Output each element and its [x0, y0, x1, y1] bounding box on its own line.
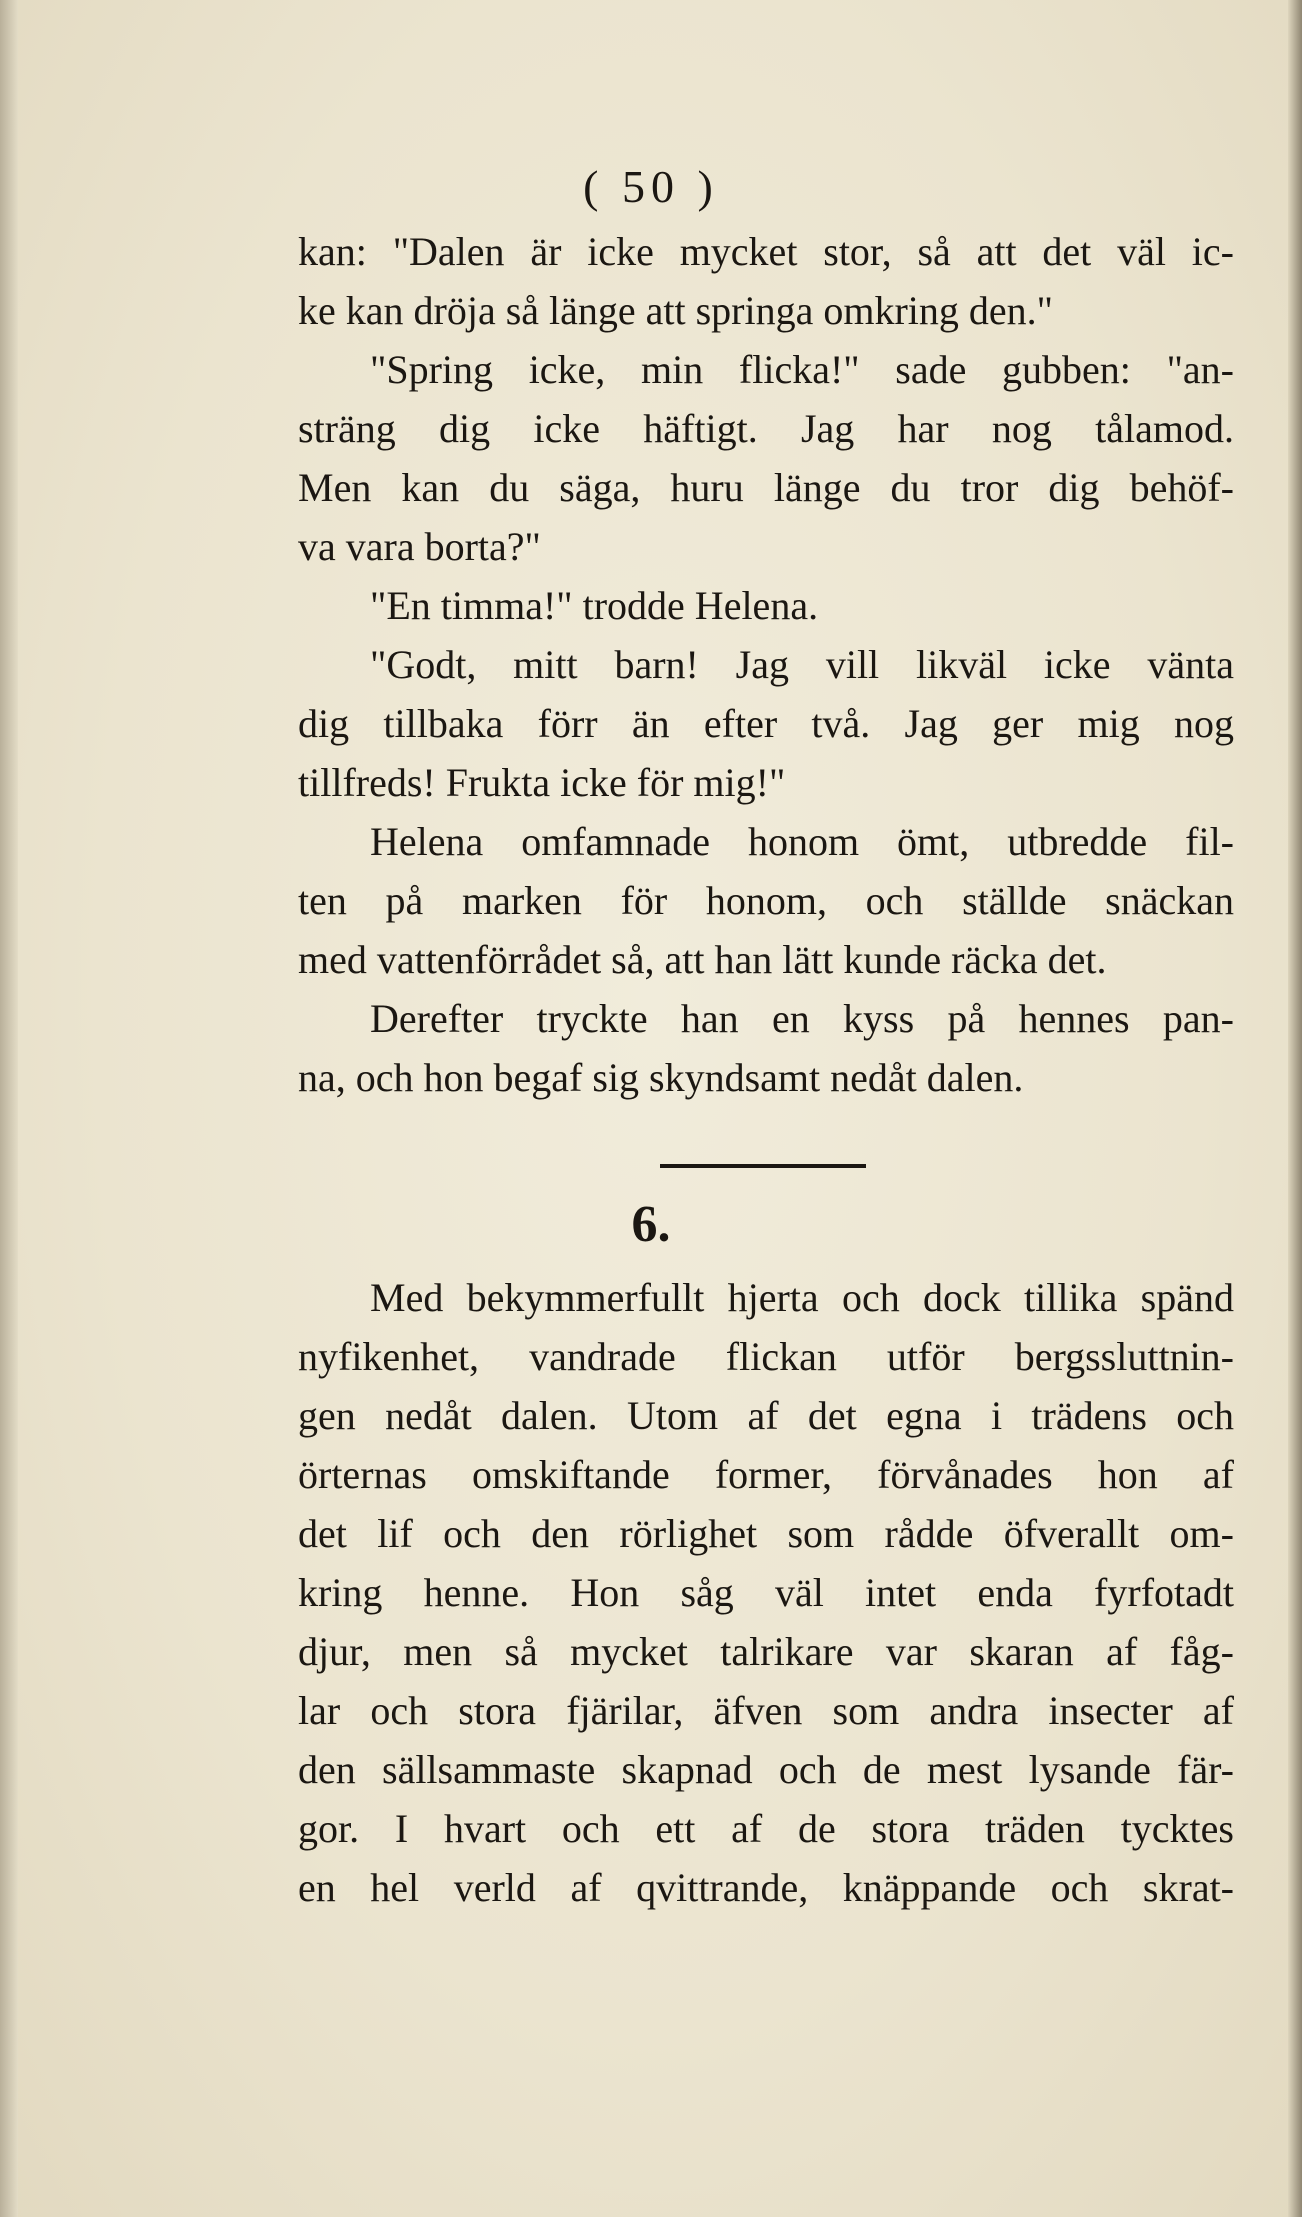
text-line: va vara borta?" — [298, 524, 541, 569]
text-line: "Godt, mitt barn! Jag vill likväl icke vänta — [370, 642, 1234, 687]
page-right-edge — [1288, 0, 1302, 2217]
text-line: "Spring icke, min flicka!" sade gubben: "an- — [370, 347, 1234, 392]
text-line: tillfreds! Frukta icke för mig!" — [298, 760, 786, 805]
text-line: Helena omfamnade honom ömt, utbredde fil- — [370, 819, 1234, 864]
text-line: ten på marken för honom, och ställde snäckan — [298, 878, 1234, 923]
text-line: Derefter tryckte han en kyss på hennes pan- — [370, 996, 1234, 1041]
page-left-edge — [0, 0, 18, 2217]
text-line: kring henne. Hon såg väl intet enda fyrfotadt — [298, 1570, 1234, 1615]
text-block-dialogue — [298, 222, 1234, 1107]
text-block-section-6 — [298, 1268, 1234, 1917]
text-line: gen nedåt dalen. Utom af det egna i trädens och — [298, 1393, 1234, 1438]
text-line: "En timma!" trodde Helena. — [370, 583, 819, 628]
text-line: nyfikenhet, vandrade flickan utför bergssluttnin- — [298, 1334, 1234, 1379]
text-line: ke kan dröja så länge att springa omkring den." — [298, 288, 1053, 333]
text-line: den sällsammaste skapnad och de mest lysande fär- — [298, 1747, 1234, 1792]
text-line: na, och hon begaf sig skyndsamt nedåt dalen. — [298, 1055, 1024, 1100]
text-line: en hel verld af qvittrande, knäppande och skrat- — [298, 1865, 1234, 1910]
text-line: med vattenförrådet så, att han lätt kunde räcka det. — [298, 937, 1107, 982]
text-line: dig tillbaka förr än efter två. Jag ger mig nog — [298, 701, 1234, 746]
section-heading: 6. — [631, 1196, 671, 1253]
text-line: örternas omskiftande former, förvånades hon af — [298, 1452, 1234, 1497]
page-number: ( 50 ) — [583, 161, 719, 212]
text-line: gor. I hvart och ett af de stora träden tycktes — [298, 1806, 1234, 1851]
text-line: Men kan du säga, huru länge du tror dig behöf- — [298, 465, 1234, 510]
section-divider-rule — [660, 1164, 866, 1168]
text-line: lar och stora fjärilar, äfven som andra insecter af — [298, 1688, 1234, 1733]
text-line: djur, men så mycket talrikare var skaran af fåg- — [298, 1629, 1234, 1674]
text-line: Med bekymmerfullt hjerta och dock tillika spänd — [370, 1275, 1234, 1320]
text-line: kan: "Dalen är icke mycket stor, så att det väl ic- — [298, 229, 1234, 274]
text-line: det lif och den rörlighet som rådde öfverallt om- — [298, 1511, 1234, 1556]
text-line: sträng dig icke häftigt. Jag har nog tålamod. — [298, 406, 1234, 451]
